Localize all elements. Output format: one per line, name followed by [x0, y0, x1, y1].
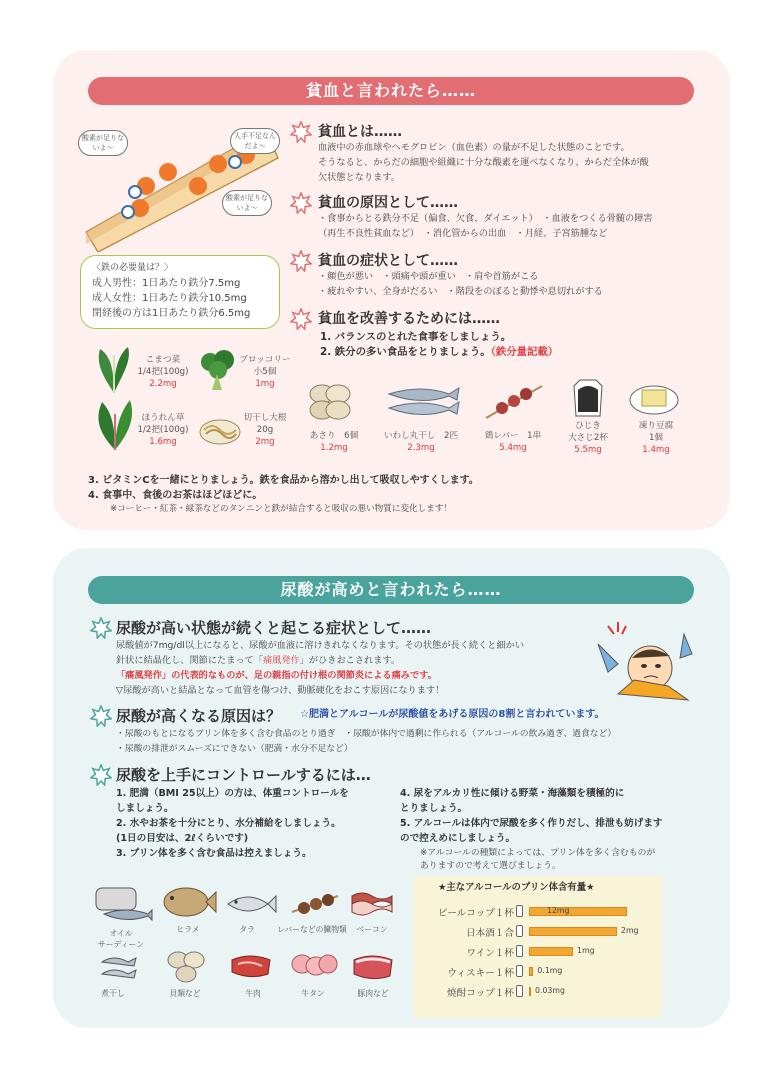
- food-item-chicken-liver: 鶏レバー 1串 5.4mg: [484, 431, 542, 453]
- uric-control-heading: 尿酸を上手にコントロールするには…: [116, 766, 371, 784]
- frozen-tofu-illustration: [628, 380, 680, 416]
- chart-category-label: ワイン１杯: [466, 948, 514, 959]
- anemia-symptoms-line: ・疲れやすい、全身がだるい ・階段をのぼると動悸や息切れがする: [318, 286, 603, 297]
- chart-category-label: ビールコップ１杯: [438, 908, 514, 919]
- chart-bar: [529, 907, 627, 916]
- purine-food-label: ヒラメ: [176, 925, 200, 934]
- uric-causes-line: ・尿酸のもとになるプリン体を多く含む食品のとり過ぎ ・尿酸が体内で過剰に作られる（アルコールの飲み過ぎ、過食など）: [116, 729, 617, 739]
- iron-box-line: 閉経後の方は1日あたり鉄分6.5mg: [92, 308, 251, 319]
- purine-food-label: レバーなどの臓物類: [277, 925, 347, 934]
- improve-item-3: 3. ビタミンCを一緒にとりましょう。鉄を食品から溶かし出して吸収しやすくします。: [88, 475, 479, 486]
- control-right-line: ので控えめにしましょう。: [400, 833, 516, 844]
- dried-anchovy-illustration: [98, 952, 138, 984]
- gout-attack-note: 「痛風発作」の代表的なものが、足の親指の付け根の関節炎による痛みです。: [116, 670, 437, 681]
- chart-value-label: 0.1mg: [537, 966, 563, 975]
- cod-illustration: [226, 890, 278, 918]
- chart-bar: [529, 987, 531, 996]
- chart-bar: [529, 947, 573, 956]
- clam-illustration: [306, 380, 354, 424]
- chart-value-label: 0.03mg: [535, 986, 565, 995]
- drink-icon: [516, 945, 523, 957]
- komatsuna-illustration: [92, 345, 136, 395]
- chicken-liver-skewer-illustration: [484, 384, 544, 420]
- control-left-line: 3. プリン体を多く含む食品は控えましょう。: [116, 848, 312, 859]
- burst-icon: [90, 705, 112, 727]
- iron-box-line: 成人女性：1日あたり鉄分10.5mg: [92, 293, 247, 304]
- control-left-line: しましょう。: [116, 803, 174, 814]
- dried-radish-illustration: [198, 412, 242, 446]
- drink-icon: [516, 965, 523, 977]
- chart-value-label: 2mg: [621, 926, 639, 935]
- anemia-what-line: そうなると、からだの細胞や組織に十分な酸素を運べなくなり、からだ全体が酸: [318, 157, 649, 168]
- beef-illustration: [228, 952, 274, 980]
- anemia-causes-line: （再生不良性貧血など） ・消化管からの出血 ・月経、子宮筋腫など: [318, 228, 608, 239]
- iron-box-line: 成人男性：1日あたり鉄分7.5mg: [92, 278, 241, 289]
- anemia-symptoms-line: ・顔色が悪い ・頭痛や頭が重い ・肩や首筋がこる: [318, 271, 539, 282]
- pork-illustration: [350, 952, 396, 982]
- dried-sardine-illustration: [385, 384, 461, 420]
- spinach-illustration: [92, 400, 138, 452]
- control-right-note: ※アルコールの種類によっては、プリン体を多く含むものが: [420, 848, 656, 858]
- purine-food-label: ベーコン: [356, 925, 388, 934]
- chart-value-label: 12mg: [547, 906, 570, 915]
- chart-value-label: 1mg: [577, 946, 595, 955]
- purine-food-label: 煮干し: [101, 989, 125, 998]
- improve-item-4-note: ※コーヒー・紅茶・緑茶などのタンニンと鉄が結合すると吸収の悪い物質に変化します！: [110, 504, 453, 514]
- food-item-frozen-tofu: 凍り豆腐 1個 1.4mg: [638, 421, 674, 455]
- improve-item-2: 2. 鉄分の多い食品をとりましょう。（鉄分量記載）: [320, 346, 559, 358]
- flounder-illustration: [160, 884, 218, 920]
- chart-category-label: ウィスキー１杯: [447, 968, 514, 979]
- hijiki-illustration: [570, 378, 606, 418]
- improve-item-1: 1. バランスのとれた食事をしましょう。: [320, 331, 512, 343]
- chart-bar: [529, 927, 617, 936]
- anemia-banner: 貧血と言われたら……: [88, 77, 694, 105]
- anemia-causes-line: ・食事からとる鉄分不足（偏食、欠食、ダイエット） ・血液をつくる骨髄の障害: [318, 213, 653, 224]
- food-item-clam: あさり 6個 1.2mg: [309, 431, 359, 453]
- drink-icon: [516, 985, 523, 997]
- anemia-what-line: 欠状態となります。: [318, 172, 400, 183]
- anemia-what-heading: 貧血とは……: [318, 124, 402, 140]
- broccoli-illustration: [198, 350, 238, 392]
- beef-tongue-illustration: [290, 950, 338, 982]
- burst-icon: [290, 121, 312, 143]
- bacon-illustration: [350, 888, 394, 918]
- chart-category-label: 焼酎コップ１杯: [447, 988, 514, 999]
- control-right-line: 5. アルコールは体内で尿酸を多く作りだし、排泄も妨げます: [400, 818, 663, 829]
- control-left-line: 2. 水やお茶を十分にとり、水分補給をしましょう。: [116, 818, 341, 829]
- anemia-causes-heading: 貧血の原因として……: [318, 195, 458, 211]
- food-item-komatsuna: こまつ菜 1/4把(100g) 2.2mg: [137, 355, 189, 389]
- improve-item-4: 4. 食事中、食後のお茶はほどほどに。: [88, 490, 263, 501]
- food-item-broccoli: ブロッコリー 小5個 1mg: [239, 355, 291, 389]
- control-left-line: (1日の目安は、2ℓくらいです): [116, 833, 249, 844]
- food-item-hijiki: ひじき 大さじ2杯 5.5mg: [568, 421, 608, 455]
- uric-symptoms-line: 針状に結晶化し、関節にたまって「痛風発作」がひきおこされます。: [116, 655, 401, 666]
- burst-icon: [290, 250, 312, 272]
- burst-icon: [290, 192, 312, 214]
- purine-food-label: 貝類など: [169, 989, 201, 998]
- burst-icon: [290, 308, 312, 330]
- control-right-note: ありますので考えて選びましょう。: [420, 861, 561, 871]
- drink-icon: [516, 905, 523, 917]
- shellfish-illustration: [166, 948, 206, 984]
- purine-food-label: タラ: [239, 925, 255, 934]
- food-item-sardine: いわし丸干し 2匹 2.3mg: [383, 431, 459, 453]
- uric-symptoms-heading: 尿酸が高い状態が続くと起こる症状として……: [116, 619, 432, 637]
- purine-food-label: オイル サーディーン: [97, 929, 144, 949]
- uric-symptoms-line: 尿酸値が7mg/dl以上になると、尿酸が血液に溶けきれなくなります。その状態が長く続くと細かい: [116, 640, 525, 651]
- purine-food-label: 牛肉: [245, 989, 261, 998]
- oil-sardine-illustration: [92, 880, 154, 924]
- uric-causes-heading: 尿酸が高くなる原因は？: [116, 707, 282, 725]
- iron-box-title: 〈鉄の必要量は？〉: [92, 263, 174, 273]
- control-left-line: 1. 肥満（BMI 25以上）の方は、体重コントロールを: [116, 788, 349, 799]
- uric-causes-note: ☆肥満とアルコールが尿酸値をあげる原因の8割と言われています。: [300, 709, 605, 720]
- gout-pain-illustration: [588, 614, 706, 706]
- burst-icon: [90, 764, 112, 786]
- burst-icon: [90, 617, 112, 639]
- control-right-line: とりましょう。: [400, 803, 468, 814]
- uric-causes-line: ・尿酸の排泄がスムーズにできない（肥満・水分不足など）: [116, 744, 353, 754]
- chart-bar: [529, 967, 533, 976]
- uric-acid-banner: 尿酸が高めと言われたら……: [88, 576, 694, 604]
- food-item-spinach: ほうれん草 1/2把(100g) 1.6mg: [137, 413, 189, 447]
- drink-icon: [516, 925, 523, 937]
- chart-title: ★主なアルコールのプリン体含有量★: [438, 882, 595, 893]
- purine-food-label: 豚肉など: [357, 989, 389, 998]
- iron-amount-note: （鉄分量記載）: [490, 346, 559, 358]
- speech-bubble-left: 酸素が足りないよ〜: [78, 130, 128, 156]
- uric-symptoms-line: ▽尿酸が高いと結晶となって血管を傷つけ、動脈硬化をおこす原因になります！: [116, 685, 445, 696]
- speech-bubble-bottom: 酸素が足りないよ〜: [222, 190, 272, 216]
- food-item-dried-radish: 切干し大根 20g 2mg: [243, 413, 287, 447]
- anemia-what-line: 血液中の赤血球やヘモグロビン（血色素）の量が不足した状態のことです。: [318, 142, 630, 153]
- control-right-line: 4. 尿をアルカリ性に傾ける野菜・海藻類を積極的に: [400, 788, 625, 799]
- purine-food-label: 牛タン: [301, 989, 325, 998]
- anemia-symptoms-heading: 貧血の症状として……: [318, 253, 458, 269]
- anemia-improve-heading: 貧血を改善するためには……: [318, 311, 500, 327]
- offal-illustration: [290, 888, 340, 920]
- chart-category-label: 日本酒１合: [466, 928, 514, 939]
- speech-bubble-right: 人手不足なんだよ〜: [230, 128, 280, 154]
